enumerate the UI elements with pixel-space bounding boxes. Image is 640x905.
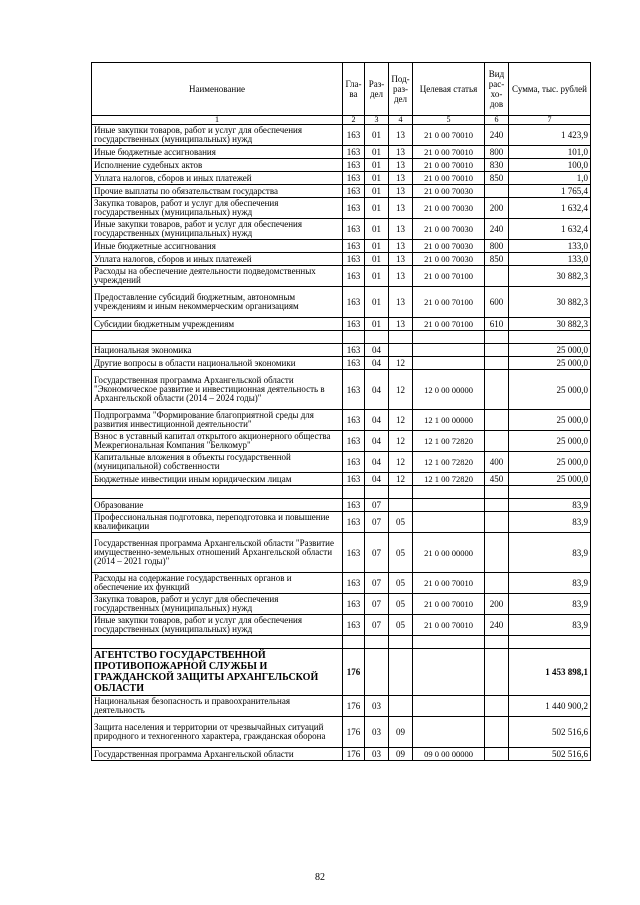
table-row	[92, 318, 591, 331]
spacer-row	[92, 486, 591, 499]
row-name: Предоставление субсидий бюджетным, автономным учреждениям и иным некоммерческим организациям	[92, 287, 343, 318]
row-name: Государственная программа Архангельской области	[92, 748, 343, 761]
row-section: 03	[365, 696, 389, 717]
row-subsection: 12	[389, 410, 413, 431]
row-chapter: 163	[343, 253, 365, 266]
row-expense-type	[485, 486, 509, 499]
row-sum: 25 000,0	[509, 473, 591, 486]
table-row	[92, 473, 591, 486]
row-subsection: 09	[389, 717, 413, 748]
row-chapter: 176	[343, 696, 365, 717]
row-chapter: 163	[343, 240, 365, 253]
row-target: 21 0 00 70030	[413, 198, 485, 219]
column-number: 5	[413, 116, 485, 125]
row-name: Иные бюджетные ассигнования	[92, 240, 343, 253]
row-subsection: 05	[389, 573, 413, 594]
row-expense-type	[485, 185, 509, 198]
row-target	[413, 512, 485, 533]
row-expense-type: 800	[485, 240, 509, 253]
row-name: Субсидии бюджетным учреждениям	[92, 318, 343, 331]
row-sum: 30 882,3	[509, 318, 591, 331]
row-section: 01	[365, 159, 389, 172]
row-expense-type: 240	[485, 125, 509, 146]
row-target: 21 0 00 70010	[413, 159, 485, 172]
table-row	[92, 146, 591, 159]
table-row	[92, 344, 591, 357]
row-name	[92, 636, 343, 649]
row-expense-type: 200	[485, 198, 509, 219]
row-chapter: 163	[343, 452, 365, 473]
header-chapter: Гла-ва	[343, 63, 365, 116]
row-chapter: 163	[343, 172, 365, 185]
row-subsection: 12	[389, 452, 413, 473]
row-target: 21 0 00 70100	[413, 287, 485, 318]
row-target: 21 0 00 70010	[413, 615, 485, 636]
row-expense-type	[485, 573, 509, 594]
row-subsection: 12	[389, 370, 413, 410]
row-name: Бюджетные инвестиции иным юридическим лицам	[92, 473, 343, 486]
row-name: Иные закупки товаров, работ и услуг для обеспечения государственных (муниципальных) нужд	[92, 219, 343, 240]
row-subsection: 13	[389, 318, 413, 331]
row-chapter: 163	[343, 357, 365, 370]
row-target	[413, 344, 485, 357]
row-sum: 1 765,4	[509, 185, 591, 198]
budget-table	[91, 62, 591, 761]
row-chapter	[343, 331, 365, 344]
row-chapter: 163	[343, 615, 365, 636]
row-subsection: 13	[389, 125, 413, 146]
row-name: Уплата налогов, сборов и иных платежей	[92, 253, 343, 266]
row-sum: 1 632,4	[509, 198, 591, 219]
row-target	[413, 717, 485, 748]
row-target: 21 0 00 70030	[413, 240, 485, 253]
header-section: Раз-дел	[365, 63, 389, 116]
row-sum: 1,0	[509, 172, 591, 185]
table-row	[92, 573, 591, 594]
row-name: Расходы на обеспечение деятельности подведомственных учреждений	[92, 266, 343, 287]
row-target	[413, 696, 485, 717]
column-number-row	[92, 116, 591, 125]
row-target: 21 0 00 70010	[413, 172, 485, 185]
row-target: 21 0 00 70010	[413, 125, 485, 146]
row-subsection: 05	[389, 512, 413, 533]
row-target	[413, 636, 485, 649]
row-chapter: 163	[343, 344, 365, 357]
column-number: 1	[92, 116, 343, 125]
row-expense-type: 600	[485, 287, 509, 318]
row-name: Капитальные вложения в объекты государственной (муниципальной) собственности	[92, 452, 343, 473]
row-expense-type	[485, 431, 509, 452]
row-sum	[509, 486, 591, 499]
row-name: Взнос в уставный капитал открытого акционерного общества Межрегиональная Компания "Белкомур"	[92, 431, 343, 452]
row-subsection: 13	[389, 287, 413, 318]
row-subsection: 12	[389, 473, 413, 486]
row-chapter: 163	[343, 198, 365, 219]
row-chapter: 163	[343, 266, 365, 287]
row-section: 04	[365, 357, 389, 370]
column-number: 4	[389, 116, 413, 125]
row-sum: 133,0	[509, 253, 591, 266]
row-chapter: 163	[343, 318, 365, 331]
table-row	[92, 533, 591, 573]
row-sum: 133,0	[509, 240, 591, 253]
table-row	[92, 198, 591, 219]
table-row	[92, 512, 591, 533]
row-name: Уплата налогов, сборов и иных платежей	[92, 172, 343, 185]
row-subsection: 13	[389, 172, 413, 185]
row-subsection	[389, 649, 413, 696]
row-target: 09 0 00 00000	[413, 748, 485, 761]
row-expense-type	[485, 410, 509, 431]
row-target: 21 0 00 70010	[413, 573, 485, 594]
row-sum: 1 423,9	[509, 125, 591, 146]
row-subsection	[389, 486, 413, 499]
row-chapter: 163	[343, 431, 365, 452]
table-row	[92, 615, 591, 636]
row-section: 01	[365, 253, 389, 266]
row-section: 07	[365, 594, 389, 615]
row-expense-type	[485, 370, 509, 410]
row-section: 03	[365, 717, 389, 748]
row-target: 21 0 00 70100	[413, 266, 485, 287]
row-name: Подпрограмма "Формирование благоприятной среды для развития инвестиционной деятельности"	[92, 410, 343, 431]
spacer-row	[92, 636, 591, 649]
row-name: Профессиональная подготовка, переподготовка и повышение квалификации	[92, 512, 343, 533]
row-target	[413, 649, 485, 696]
row-section	[365, 331, 389, 344]
row-sum: 83,9	[509, 594, 591, 615]
row-name: Закупка товаров, работ и услуг для обеспечения государственных (муниципальных) нужд	[92, 594, 343, 615]
row-subsection: 13	[389, 159, 413, 172]
row-target: 12 0 00 00000	[413, 370, 485, 410]
row-expense-type	[485, 266, 509, 287]
table-row	[92, 172, 591, 185]
row-section	[365, 649, 389, 696]
row-section: 07	[365, 573, 389, 594]
table-row	[92, 253, 591, 266]
row-subsection: 13	[389, 185, 413, 198]
table-row	[92, 594, 591, 615]
row-target: 12 1 00 72820	[413, 473, 485, 486]
row-sum: 83,9	[509, 499, 591, 512]
row-section: 01	[365, 219, 389, 240]
row-target	[413, 357, 485, 370]
row-target: 21 0 00 70100	[413, 318, 485, 331]
row-sum: 30 882,3	[509, 266, 591, 287]
header-subsection: Под-раз-дел	[389, 63, 413, 116]
row-section: 03	[365, 748, 389, 761]
row-subsection: 12	[389, 431, 413, 452]
table-row	[92, 499, 591, 512]
header-target: Целевая статья	[413, 63, 485, 116]
row-target: 12 1 00 00000	[413, 410, 485, 431]
row-sum: 502 516,6	[509, 748, 591, 761]
row-expense-type	[485, 499, 509, 512]
header-row	[92, 63, 591, 116]
row-name: Иные закупки товаров, работ и услуг для обеспечения государственных (муниципальных) нужд	[92, 615, 343, 636]
row-target	[413, 499, 485, 512]
row-name: Образование	[92, 499, 343, 512]
row-section	[365, 486, 389, 499]
row-subsection: 13	[389, 266, 413, 287]
spacer-row	[92, 331, 591, 344]
row-name: АГЕНТСТВО ГОСУДАРСТВЕННОЙ ПРОТИВОПОЖАРНОЙ СЛУЖБЫ И ГРАЖДАНСКОЙ ЗАЩИТЫ АРХАНГЕЛЬСКОЙ ОБЛАСТИ	[92, 649, 343, 696]
table-row	[92, 357, 591, 370]
row-chapter: 163	[343, 499, 365, 512]
table-row	[92, 452, 591, 473]
table-row	[92, 431, 591, 452]
row-sum: 25 000,0	[509, 370, 591, 410]
row-expense-type	[485, 512, 509, 533]
table-row	[92, 219, 591, 240]
row-sum: 25 000,0	[509, 431, 591, 452]
row-subsection: 12	[389, 357, 413, 370]
row-subsection: 13	[389, 253, 413, 266]
row-expense-type: 850	[485, 253, 509, 266]
row-expense-type: 800	[485, 146, 509, 159]
row-section: 07	[365, 499, 389, 512]
table-row	[92, 410, 591, 431]
row-section: 07	[365, 512, 389, 533]
header-name: Наименование	[92, 63, 343, 116]
row-name: Иные бюджетные ассигнования	[92, 146, 343, 159]
row-sum: 25 000,0	[509, 357, 591, 370]
row-subsection: 13	[389, 240, 413, 253]
row-chapter: 163	[343, 473, 365, 486]
row-chapter: 163	[343, 185, 365, 198]
row-target: 12 1 00 72820	[413, 431, 485, 452]
row-sum: 100,0	[509, 159, 591, 172]
row-expense-type	[485, 748, 509, 761]
table-row	[92, 717, 591, 748]
header-sum: Сумма, тыс. рублей	[509, 63, 591, 116]
row-name	[92, 486, 343, 499]
row-section: 01	[365, 185, 389, 198]
row-target: 21 0 00 70030	[413, 253, 485, 266]
table-row	[92, 240, 591, 253]
row-sum: 83,9	[509, 533, 591, 573]
row-subsection	[389, 636, 413, 649]
row-target	[413, 486, 485, 499]
row-chapter: 163	[343, 370, 365, 410]
row-expense-type: 450	[485, 473, 509, 486]
row-expense-type	[485, 696, 509, 717]
table-row	[92, 287, 591, 318]
row-target: 21 0 00 00000	[413, 533, 485, 573]
row-subsection: 13	[389, 219, 413, 240]
row-target: 21 0 00 70030	[413, 219, 485, 240]
row-section: 01	[365, 172, 389, 185]
row-subsection: 09	[389, 748, 413, 761]
row-expense-type	[485, 357, 509, 370]
row-sum: 83,9	[509, 573, 591, 594]
row-target: 21 0 00 70010	[413, 146, 485, 159]
row-target: 12 1 00 72820	[413, 452, 485, 473]
row-chapter: 163	[343, 287, 365, 318]
row-expense-type: 240	[485, 615, 509, 636]
row-section: 01	[365, 287, 389, 318]
row-sum: 25 000,0	[509, 452, 591, 473]
row-chapter: 163	[343, 146, 365, 159]
column-number: 2	[343, 116, 365, 125]
table-row	[92, 185, 591, 198]
row-subsection: 05	[389, 533, 413, 573]
row-name: Защита населения и территории от чрезвычайных ситуаций природного и техногенного характера, гражданская оборона	[92, 717, 343, 748]
header-expense-type: Вид рас-хо-дов	[485, 63, 509, 116]
row-section: 01	[365, 146, 389, 159]
row-sum: 1 440 900,2	[509, 696, 591, 717]
row-name: Другие вопросы в области национальной экономики	[92, 357, 343, 370]
table-row	[92, 748, 591, 761]
row-section: 01	[365, 125, 389, 146]
row-chapter	[343, 636, 365, 649]
row-sum: 1 632,4	[509, 219, 591, 240]
row-name: Закупка товаров, работ и услуг для обеспечения государственных (муниципальных) нужд	[92, 198, 343, 219]
row-subsection	[389, 696, 413, 717]
row-expense-type	[485, 331, 509, 344]
row-sum: 30 882,3	[509, 287, 591, 318]
table-row	[92, 649, 591, 696]
row-name	[92, 331, 343, 344]
row-chapter: 163	[343, 594, 365, 615]
row-section	[365, 636, 389, 649]
row-section: 01	[365, 198, 389, 219]
row-chapter: 163	[343, 159, 365, 172]
row-expense-type: 610	[485, 318, 509, 331]
row-section: 01	[365, 240, 389, 253]
row-subsection: 05	[389, 615, 413, 636]
column-number: 6	[485, 116, 509, 125]
row-sum: 25 000,0	[509, 410, 591, 431]
table-row	[92, 370, 591, 410]
row-chapter: 176	[343, 748, 365, 761]
row-section: 04	[365, 344, 389, 357]
row-name: Прочие выплаты по обязательствам государства	[92, 185, 343, 198]
row-chapter: 163	[343, 573, 365, 594]
row-subsection: 13	[389, 146, 413, 159]
row-section: 04	[365, 473, 389, 486]
column-number: 7	[509, 116, 591, 125]
row-section: 04	[365, 410, 389, 431]
row-chapter: 163	[343, 533, 365, 573]
row-subsection	[389, 331, 413, 344]
table-row	[92, 125, 591, 146]
row-target: 21 0 00 70010	[413, 594, 485, 615]
row-name: Национальная экономика	[92, 344, 343, 357]
column-number: 3	[365, 116, 389, 125]
row-chapter	[343, 486, 365, 499]
row-name: Расходы на содержание государственных органов и обеспечение их функций	[92, 573, 343, 594]
row-name: Исполнение судебных актов	[92, 159, 343, 172]
table-row	[92, 266, 591, 287]
row-section: 01	[365, 318, 389, 331]
row-section: 01	[365, 266, 389, 287]
row-sum	[509, 331, 591, 344]
row-subsection: 13	[389, 198, 413, 219]
row-sum	[509, 636, 591, 649]
row-section: 07	[365, 615, 389, 636]
row-sum: 25 000,0	[509, 344, 591, 357]
row-subsection	[389, 344, 413, 357]
row-expense-type: 240	[485, 219, 509, 240]
row-sum: 1 453 898,1	[509, 649, 591, 696]
table-row	[92, 159, 591, 172]
row-chapter: 163	[343, 125, 365, 146]
row-expense-type	[485, 344, 509, 357]
table-row	[92, 696, 591, 717]
row-section: 04	[365, 452, 389, 473]
row-expense-type: 400	[485, 452, 509, 473]
row-sum: 83,9	[509, 615, 591, 636]
row-subsection	[389, 499, 413, 512]
page-number: 82	[315, 872, 325, 883]
row-expense-type: 200	[485, 594, 509, 615]
row-target: 21 0 00 70030	[413, 185, 485, 198]
row-sum: 83,9	[509, 512, 591, 533]
row-sum: 502 516,6	[509, 717, 591, 748]
row-name: Государственная программа Архангельской области "Экономическое развитие и инвестиционная деятельность в Архангельской области (2014 – 2024 годы)"	[92, 370, 343, 410]
row-chapter: 163	[343, 410, 365, 431]
row-section: 04	[365, 431, 389, 452]
row-expense-type	[485, 649, 509, 696]
row-name: Государственная программа Архангельской области "Развитие имущественно-земельных отношений Архангельской области (2014 – 2021 годы)"	[92, 533, 343, 573]
row-chapter: 176	[343, 649, 365, 696]
row-subsection: 05	[389, 594, 413, 615]
row-sum: 101,0	[509, 146, 591, 159]
row-chapter: 176	[343, 717, 365, 748]
row-section: 07	[365, 533, 389, 573]
row-chapter: 163	[343, 219, 365, 240]
row-expense-type: 850	[485, 172, 509, 185]
row-expense-type	[485, 717, 509, 748]
row-name: Иные закупки товаров, работ и услуг для обеспечения государственных (муниципальных) нужд	[92, 125, 343, 146]
row-expense-type	[485, 533, 509, 573]
row-expense-type	[485, 636, 509, 649]
row-name: Национальная безопасность и правоохранительная деятельность	[92, 696, 343, 717]
row-chapter: 163	[343, 512, 365, 533]
row-section: 04	[365, 370, 389, 410]
row-target	[413, 331, 485, 344]
row-expense-type: 830	[485, 159, 509, 172]
